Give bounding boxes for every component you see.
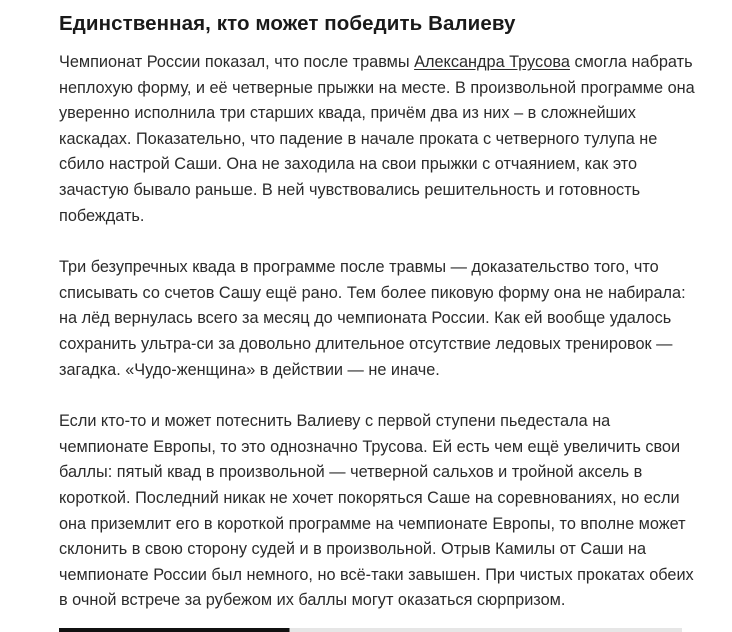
next-media-block-edge <box>59 628 682 632</box>
article-paragraph-1 <box>59 50 699 229</box>
article-paragraph-3: Если кто-то и может потеснить Валиеву с первой ступени пьедестала на чемпионате Европы, то это однозначно Трусова. Ей есть чем ещё увеличить свои баллы: пятый квад в произвольной — четверной сальхов и тройной аксель в короткой. Последний никак не хочет покоряться Саше на соревнованиях, но если она приземлит его в короткой программе на чемпионате Европы, то вполне может склонить в свою сторону судей и в произвольной. Отрыв Камилы от Саши на чемпионате России был немного, но всё-таки завышен. При чистых прокатах обеих в очной встрече за рубежом их баллы могут оказаться сюрпризом. <box>59 412 694 610</box>
paragraph-1-text-end: смогла набрать неплохую форму, и её четверные прыжки на месте. В произвольной программе она уверенно исполнила три старших квада, причём два из них – в сложнейших каскадах. Показательно, что падение в начале проката с четверного тулупа не сбило настрой Саши. Она не заходила на свои прыжки с отчаянием, как это зачастую бывало раньше. В ней чувствовались решительность и готовность побеждать. <box>59 53 695 225</box>
article-heading: Единственная, кто может победить Валиеву <box>59 12 516 35</box>
athlete-link-trusova[interactable]: Александра Трусова <box>414 53 570 71</box>
article-body <box>59 10 699 614</box>
article-paragraph-2: Три безупречных квада в программе после травмы — доказательство того, что списывать со счетов Сашу ещё рано. Тем более пиковую форму она не набирала: на лёд вернулась всего за месяц до чемпионата России. Как ей вообще удалось сохранить ультра-си за довольно длительное отсутствие ледовых тренировок — загадка. «Чудо-женщина» в действии — не иначе. <box>59 258 686 379</box>
paragraph-1-text-start: Чемпионат России показал, что после травмы <box>59 53 415 71</box>
